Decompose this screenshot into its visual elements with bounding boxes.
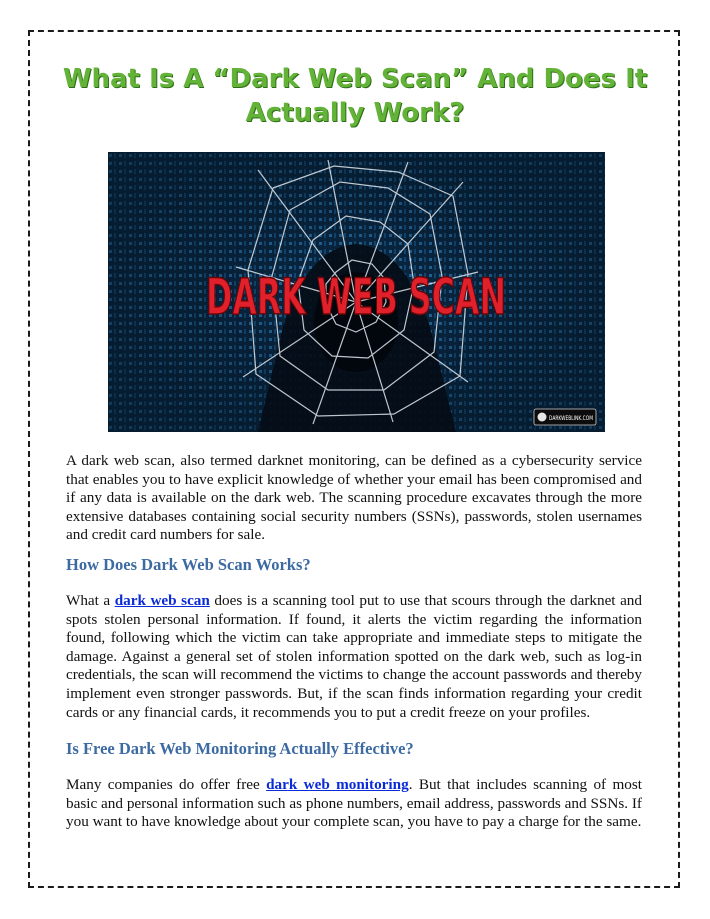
section-heading-free: Is Free Dark Web Monitoring Actually Effective? <box>66 739 414 758</box>
free-text-end: . But that includes scanning of most basic and personal information such as phone numbers, email address, passwords and SSNs. If you want to have knowledge about your complete scan, you have to pay a charge for the same. <box>66 776 642 831</box>
intro-paragraph: A dark web scan, also termed darknet monitoring, can be defined as a cybersecurity service that enables you to have explicit knowledge of whether your email has been compromised and if any data is available on the dark web. The scanning procedure excavates through the more extensive databases containing social security numbers (SSNs), passwords, stolen usernames and credit card numbers for sale. <box>66 452 642 544</box>
how-text-start: What a <box>66 592 115 609</box>
section-heading-how: How Does Dark Web Scan Works? <box>66 555 311 574</box>
how-paragraph <box>66 592 642 722</box>
hero-watermark: DARKWEBLINK.COM <box>549 415 593 422</box>
hero-image <box>108 152 605 432</box>
dark-web-monitoring-link[interactable]: dark web monitoring <box>266 776 409 793</box>
dark-web-scan-link[interactable]: dark web scan <box>114 592 210 609</box>
hero-headline: DARK WEB SCAN <box>206 268 506 326</box>
free-paragraph <box>66 776 642 832</box>
free-text-start: Many companies do offer free <box>66 776 267 793</box>
how-text-end: does is a scanning tool put to use that scours through the darknet and spots stolen personal information. If found, it alerts the victim regarding the information found, following which the victim can take appropriate and immediate steps to mitigate the damage. Against a general set of stolen information spotted on the dark web, such as log-in credentials, the scan will recommend the victims to change the account passwords and thereby implement even stronger passwords. But, if the scan finds information regarding your credit cards or any financial cards, it recommends you to put a credit freeze on your profiles. <box>66 592 642 721</box>
page-title: What Is A “Dark Web Scan” And Does It Actually Work? <box>62 64 648 128</box>
